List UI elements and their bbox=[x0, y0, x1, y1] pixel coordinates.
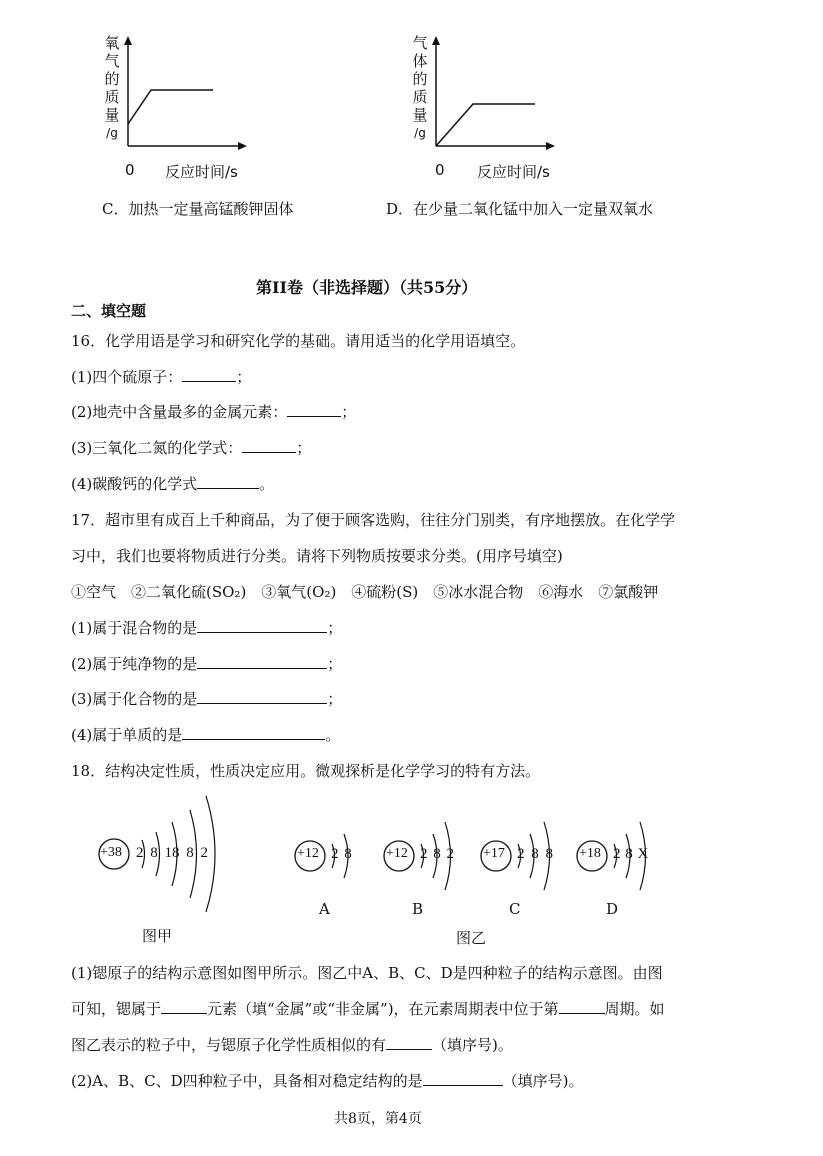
q18-stem: 18．结构决定性质，性质决定应用。微观探析是化学学习的特有方法。 bbox=[71, 762, 541, 780]
graph-d bbox=[403, 28, 573, 188]
figure-jia-nucleus: +38 bbox=[100, 845, 122, 860]
answer-blank[interactable] bbox=[242, 438, 296, 453]
q17-item-4: (4)属于单质的是 。 bbox=[71, 726, 341, 744]
q17-item-2: (2)属于纯净物的是 ； bbox=[71, 655, 343, 673]
option-d-caption: D．在少量二氧化锰中加入一定量双氧水 bbox=[386, 200, 654, 218]
answer-blank[interactable] bbox=[287, 402, 341, 417]
q16-item-3: (3)三氧化二氮的化学式： ； bbox=[71, 439, 312, 457]
answer-blank[interactable] bbox=[197, 618, 327, 633]
graph-c bbox=[95, 28, 265, 188]
q18-p1-line3: 图乙表示的粒子中，与锶原子化学性质相似的有 （填序号)。 bbox=[71, 1036, 513, 1054]
particle-a-label: A bbox=[319, 900, 330, 918]
answer-blank[interactable] bbox=[559, 999, 605, 1014]
q17-item-3: (3)属于化合物的是 ； bbox=[71, 690, 343, 708]
q18-p2: (2)A、B、C、D四种粒子中，具备相对稳定结构的是 （填序号)。 bbox=[71, 1072, 584, 1090]
page-footer: 共8页，第4页 bbox=[334, 1111, 422, 1127]
graph-c-origin: 0 bbox=[125, 161, 135, 179]
particle-c-electrons: 2 8 8 bbox=[517, 846, 553, 862]
particle-d-nucleus: +18 bbox=[579, 846, 601, 861]
q17-stem-1: 17．超市里有成百上千种商品，为了便于顾客选购，往往分门别类，有序地摆放。在化学学 bbox=[71, 511, 676, 529]
particle-d-electrons: 2 8 X bbox=[613, 846, 649, 862]
particle-d-label: D bbox=[606, 900, 619, 918]
q16-item-4: (4)碳酸钙的化学式 。 bbox=[71, 475, 275, 493]
answer-blank[interactable] bbox=[197, 654, 327, 669]
graph-c-axes bbox=[95, 28, 265, 158]
graph-c-ylabel: 氧 气 的 质 量 /g bbox=[104, 34, 120, 140]
q16-item-2: (2)地壳中含量最多的金属元素： ； bbox=[71, 403, 357, 421]
q17-substances: ①空气 ②二氧化硫(SO₂) ③氧气(O₂) ④硫粉(S) ⑤冰水混合物 ⑥海水 ⑦氯酸钾 bbox=[71, 583, 659, 601]
figure-jia-caption: 图甲 bbox=[142, 927, 173, 945]
answer-blank[interactable] bbox=[197, 474, 259, 489]
answer-blank[interactable] bbox=[197, 689, 327, 704]
particle-a-nucleus: +12 bbox=[297, 846, 319, 861]
particle-c-nucleus: +17 bbox=[483, 846, 505, 861]
q17-stem-2: 习中，我们也要将物质进行分类。请将下列物质按要求分类。(用序号填空) bbox=[71, 547, 563, 565]
section-title: 第II卷（非选择题）（共55分） bbox=[256, 278, 478, 297]
q18-p1-line1: (1)锶原子的结构示意图如图甲所示。图乙中A、B、C、D是四种粒子的结构示意图。由图 bbox=[71, 964, 663, 982]
answer-blank[interactable] bbox=[182, 367, 236, 382]
graph-c-xlabel: 反应时间/s bbox=[165, 163, 238, 181]
particle-c-label: C bbox=[509, 900, 521, 918]
answer-blank[interactable] bbox=[161, 999, 207, 1014]
answer-blank[interactable] bbox=[423, 1071, 503, 1086]
q17-item-1: (1)属于混合物的是 ； bbox=[71, 619, 343, 637]
figure-yi-caption: 图乙 bbox=[456, 929, 487, 947]
answer-blank[interactable] bbox=[182, 725, 325, 740]
q18-p1-line2: 可知，锶属于 元素（填“金属”或“非金属”)，在元素周期表中位于第 周期。如 bbox=[71, 1000, 665, 1018]
q16-stem: 16．化学用语是学习和研究化学的基础。请用适当的化学用语填空。 bbox=[71, 332, 526, 350]
particle-b-electrons: 2 8 2 bbox=[420, 846, 454, 862]
graph-d-origin: 0 bbox=[435, 161, 445, 179]
particle-b-label: B bbox=[412, 900, 424, 918]
figure-jia-electrons: 2 8 18 8 2 bbox=[136, 845, 208, 861]
particle-a-electrons: 2 8 bbox=[331, 846, 352, 862]
option-c-caption: C．加热一定量高锰酸钾固体 bbox=[102, 200, 294, 218]
section-heading: 二、填空题 bbox=[71, 302, 147, 320]
graph-d-xlabel: 反应时间/s bbox=[477, 163, 550, 181]
graph-d-axes bbox=[403, 28, 573, 158]
answer-blank[interactable] bbox=[386, 1035, 432, 1050]
graph-d-ylabel: 气 体 的 质 量 /g bbox=[412, 34, 428, 140]
particle-b-nucleus: +12 bbox=[386, 846, 408, 861]
q16-item-1: (1)四个硫原子： ； bbox=[71, 368, 252, 386]
